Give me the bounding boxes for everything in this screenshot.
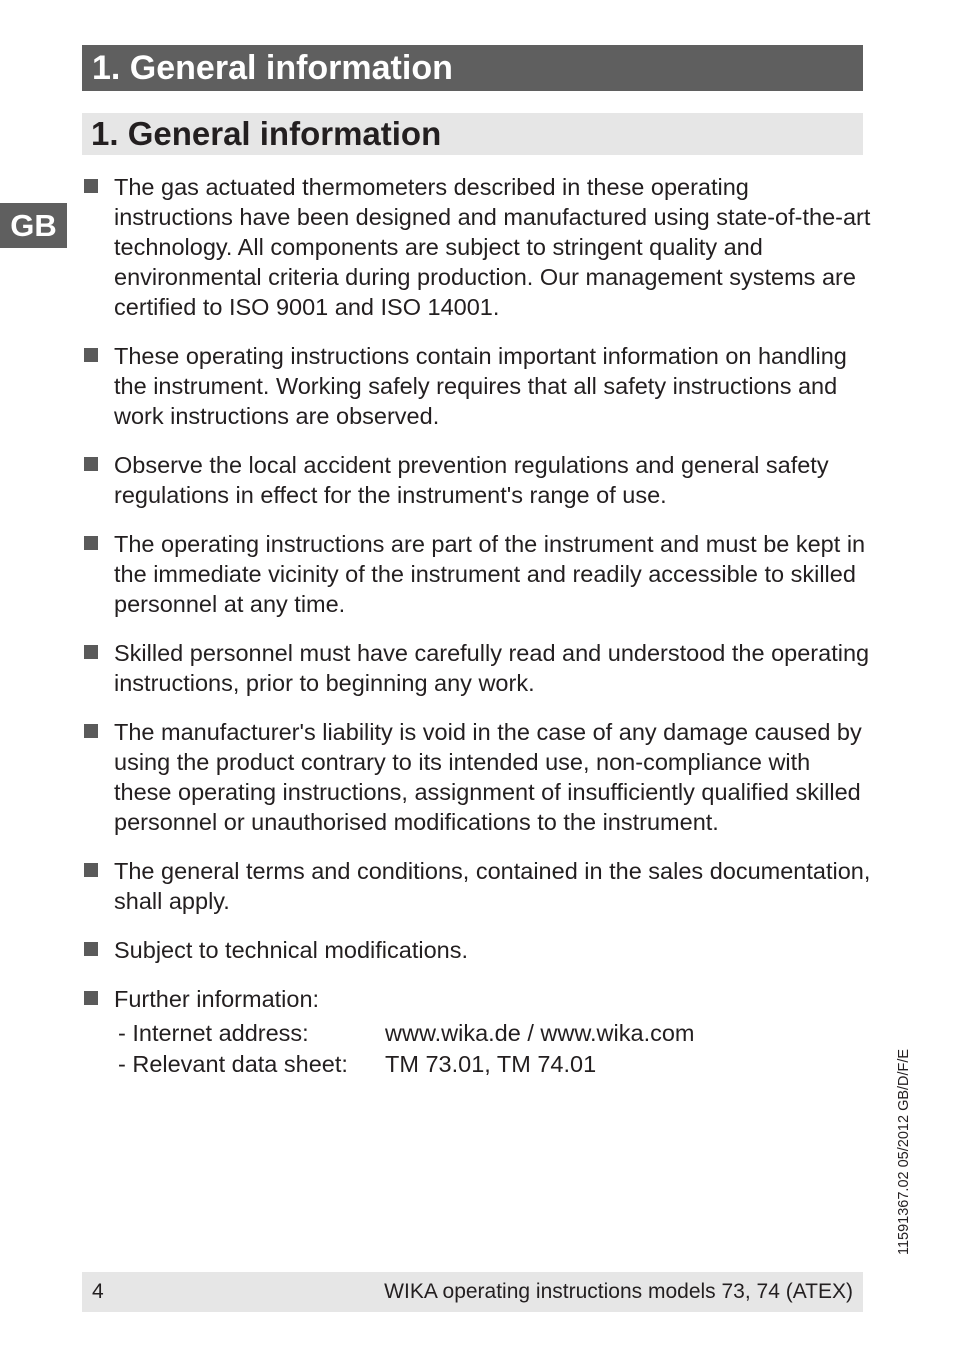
list-item-text: Subject to technical modifications.	[114, 937, 468, 963]
list-item-text: The operating instructions are part of the instrument and must be kept in the immediate vicinity of the instrument and readily accessible to skilled personnel at any time.	[114, 531, 866, 617]
document-code: 11591367.02 05/2012 GB/D/F/E	[896, 1048, 912, 1255]
internet-address: www.wika.de / www.wika.com	[385, 1020, 695, 1046]
list-item	[82, 638, 872, 698]
section-title: 1. General information	[82, 113, 863, 155]
list-item-text: The general terms and conditions, contained in the sales documentation, shall apply.	[114, 858, 871, 914]
language-tab: GB	[0, 203, 67, 248]
bullet-square-icon	[84, 179, 98, 193]
list-item	[82, 341, 872, 431]
list-item-text: The manufacturer's liability is void in the case of any damage caused by using the product contrary to its intended use, non-compliance with these operating instructions, assignment of insufficiently qualified skilled personnel or unauthorised modifications to the instrument.	[114, 719, 862, 835]
bullet-square-icon	[84, 863, 98, 877]
page-footer	[82, 1272, 863, 1312]
bullet-square-icon	[84, 645, 98, 659]
bullet-square-icon	[84, 457, 98, 471]
further-info-item	[82, 984, 872, 1080]
datasheet-label: - Relevant data sheet:	[118, 1051, 348, 1077]
list-item	[82, 935, 872, 965]
bullet-list	[82, 172, 872, 1099]
list-item	[82, 450, 872, 510]
internet-row	[118, 1018, 872, 1049]
further-info-table	[118, 1018, 872, 1080]
list-item-text: These operating instructions contain important information on handling the instrument. Working safely requires that all safety instructions and work instructions are observed.	[114, 343, 847, 429]
list-item-text: The gas actuated thermometers described in these operating instructions have been designed and manufactured using state-of-the-art technology. All components are subject to stringent quality and environmental criteria during production. Our management systems are certified to ISO 9001 and ISO 14001.	[114, 174, 871, 320]
list-item-text: Skilled personnel must have carefully read and understood the operating instructions, prior to beginning any work.	[114, 640, 870, 696]
bullet-square-icon	[84, 724, 98, 738]
footer-text: WIKA operating instructions models 73, 74 (ATEX)	[384, 1280, 853, 1303]
list-item	[82, 856, 872, 916]
bullet-square-icon	[84, 536, 98, 550]
bullet-square-icon	[84, 942, 98, 956]
datasheet-row	[118, 1049, 872, 1080]
list-item	[82, 717, 872, 837]
further-info-label: Further information:	[114, 986, 320, 1012]
datasheet-value: TM 73.01, TM 74.01	[385, 1051, 597, 1077]
page-number: 4	[92, 1280, 104, 1303]
page-banner-title: 1. General information	[82, 45, 863, 91]
list-item-text: Observe the local accident prevention regulations and general safety regulations in effect for the instrument's range of use.	[114, 452, 829, 508]
internet-label: - Internet address:	[118, 1020, 309, 1046]
list-item	[82, 172, 872, 322]
list-item	[82, 529, 872, 619]
bullet-square-icon	[84, 348, 98, 362]
bullet-square-icon	[84, 991, 98, 1005]
